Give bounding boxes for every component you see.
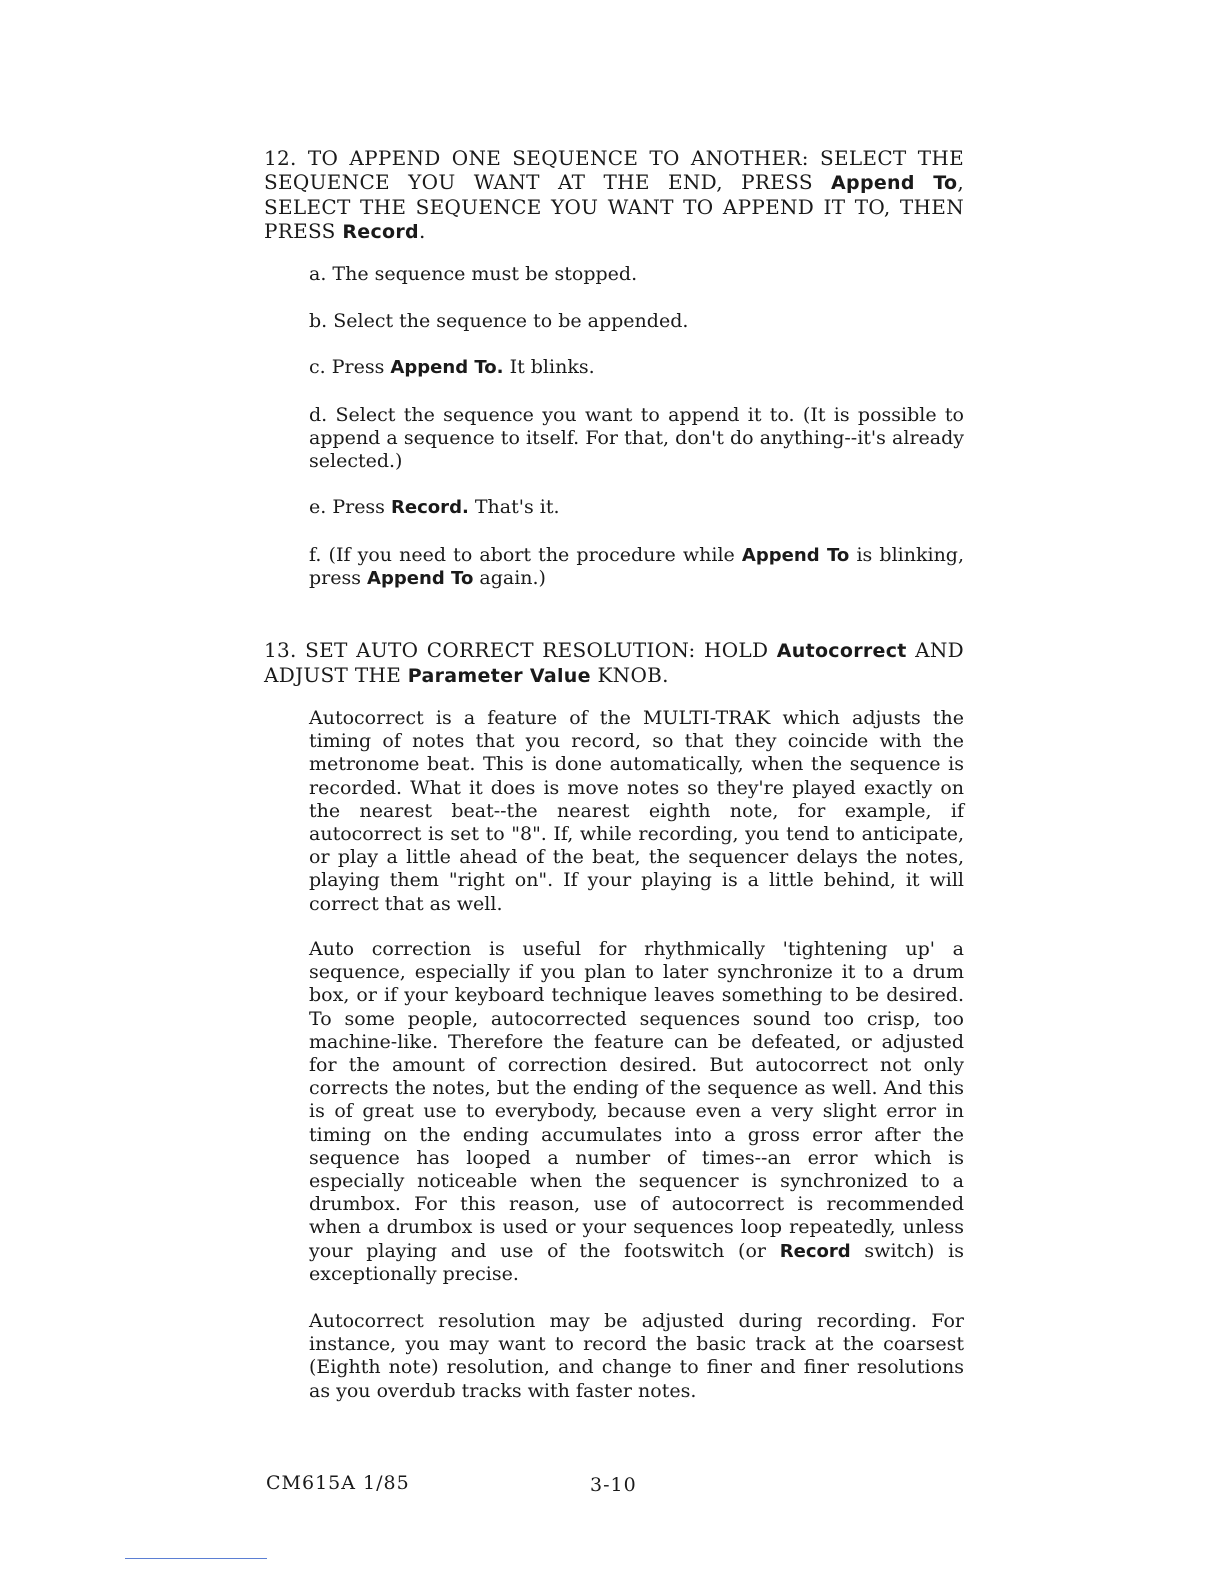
step-a: a. The sequence must be stopped. (309, 263, 638, 285)
paragraph-text: switch) is exceptionally precise. (309, 1239, 964, 1285)
document-code: CM615A 1/85 (266, 1472, 410, 1494)
bottom-rule (125, 1558, 267, 1559)
step-d: d. Select the sequence you want to append it to. (It is possible to append a sequence to itself. For that, don't do anything--it's already selected.) (309, 404, 964, 472)
step-b: b. Select the sequence to be appended. (309, 310, 689, 332)
step-text: is blinking, press (309, 544, 965, 589)
autocorrect-key-label: Autocorrect (776, 640, 907, 662)
step-text: c. Press (309, 356, 391, 378)
step-text: f. (If you need to abort the procedure while (309, 544, 742, 566)
page-number: 3-10 (590, 1474, 637, 1496)
append-to-key-label: Append To (741, 545, 850, 566)
append-to-key-label: Append To (367, 568, 474, 589)
record-key-label: Record (342, 221, 419, 243)
step-e (309, 496, 964, 519)
step-text: e. Press (309, 496, 391, 518)
step-text: That's it. (468, 496, 560, 518)
append-to-key-label: Append To. (390, 357, 504, 378)
section-13-heading (264, 638, 964, 688)
heading-text: 12. TO APPEND ONE SEQUENCE TO ANOTHER: SELECT THE SEQUENCE YOU WANT AT THE END, PRESS (264, 146, 964, 194)
heading-text: . (418, 219, 426, 243)
step-f (309, 544, 964, 590)
append-to-key-label: Append To (831, 172, 958, 194)
parameter-value-knob-label: Parameter Value (407, 665, 591, 687)
auto-correction-usage-paragraph (309, 938, 964, 1286)
autocorrect-description-paragraph: Autocorrect is a feature of the MULTI-TRAK which adjusts the timing of notes that you record, so that they coincide with the metronome beat. This is done automatically, when the sequence is recorded. What it does is move notes so they're played exactly on the nearest beat--the nearest eighth note, for example, if autocorrect is set to "8". If, while recording, you tend to anticipate, or play a little ahead of the beat, the sequencer delays the notes, playing them "right on". If your playing is a little behind, it will correct that as well. (309, 707, 964, 915)
heading-text: AND ADJUST THE (264, 638, 964, 687)
heading-text: 13. SET AUTO CORRECT RESOLUTION: HOLD (264, 638, 777, 662)
step-c (309, 356, 964, 379)
record-key-label: Record. (390, 497, 469, 518)
step-text: again.) (473, 567, 546, 589)
paragraph-text: Auto correction is useful for rhythmically 'tightening up' a sequence, especially if you plan to later synchronize it to a drum box, or if your keyboard technique leaves something to be desired. To some people, autocorrected sequences sound too crisp, too machine-like. Therefore the feature can be defeated, or adjusted for the amount of correction desired. But autocorrect not only corrects the notes, but the ending of the sequence as well. And this is of great use to everybody, because even a very slight error in timing on the ending accumulates into a gross error after the sequence has looped a number of times--an error which is especially noticeable when the sequencer is synchronized to a drumbox. For this reason, use of autocorrect is recommended when a drumbox is used or your sequences loop repeatedly, unless your playing and use of the footswitch (or (309, 938, 964, 1262)
heading-text: KNOB. (590, 663, 669, 687)
step-text: It blinks. (503, 356, 595, 378)
section-12-heading (264, 146, 964, 244)
autocorrect-resolution-paragraph: Autocorrect resolution may be adjusted during recording. For instance, you may want to record the basic track at the coarsest (Eighth note) resolution, and change to finer and finer resolutions as you overdub tracks with faster notes. (309, 1310, 964, 1402)
heading-text: , SELECT THE SEQUENCE YOU WANT TO APPEND IT TO, THEN PRESS (264, 170, 964, 243)
record-key-label: Record (779, 1240, 851, 1262)
